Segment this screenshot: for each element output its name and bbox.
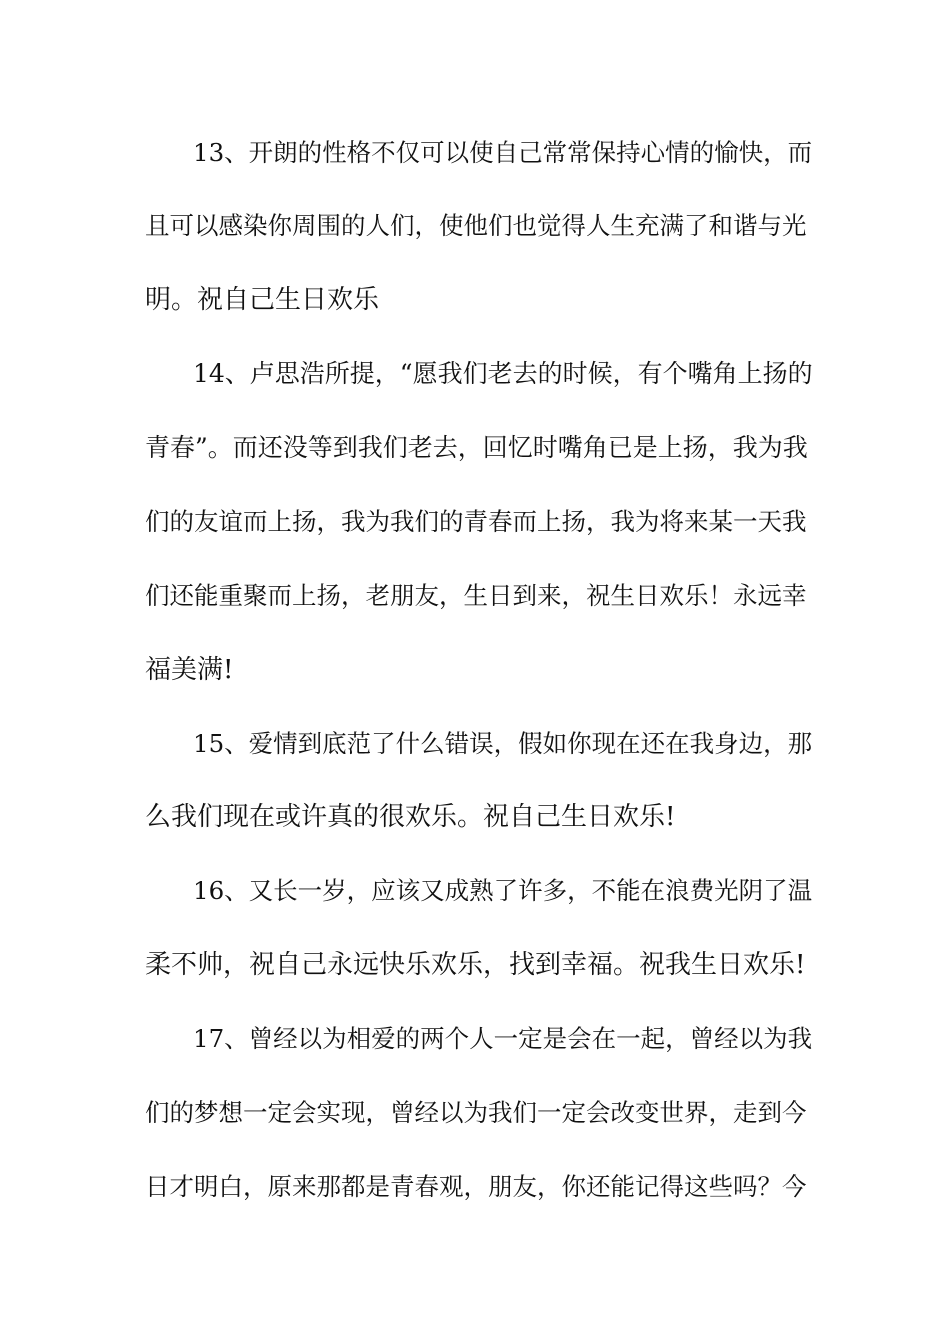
paragraph-15-line-2: 么我们现在或许真的很欢乐。祝自己生日欢乐! [145,802,676,832]
paragraph-13-line-2: 且可以感染你周围的人们，使他们也觉得人生充满了和谐与光 [145,211,807,240]
paragraph-14-line-2: 青春”。而还没等到我们老去，回忆时嘴角已是上扬，我为我 [145,433,808,462]
paragraph-14-line-1: 14、卢思浩所提，“愿我们老去的时候，有个嘴角上扬的 [193,359,813,388]
paragraph-14-line-3: 们的友谊而上扬，我为我们的青春而上扬，我为将来某一天我 [145,507,807,536]
paragraph-13-line-1: 13、开朗的性格不仅可以使自己常常保持心情的愉快，而 [193,138,813,167]
paragraph-16-line-1: 16、又长一岁，应该又成熟了许多，不能在浪费光阴了温 [193,876,813,905]
paragraph-16-line-2: 柔不帅，祝自己永远快乐欢乐，找到幸福。祝我生日欢乐! [145,950,806,980]
paragraph-14-line-5: 福美满! [145,655,234,685]
paragraph-13-line-3: 明。祝自己生日欢乐 [145,285,380,315]
paragraph-14-line-4: 们还能重聚而上扬，老朋友，生日到来，祝生日欢乐！永远幸 [145,581,807,610]
paragraph-17-line-3: 日才明白，原来那都是青春观，朋友，你还能记得这些吗？今 [145,1172,807,1201]
paragraph-17-line-1: 17、曾经以为相爱的两个人一定是会在一起，曾经以为我 [193,1024,813,1053]
paragraph-15-line-1: 15、爱情到底范了什么错误，假如你现在还在我身边，那 [193,729,813,758]
paragraph-17-line-2: 们的梦想一定会实现，曾经以为我们一定会改变世界，走到今 [145,1098,807,1127]
